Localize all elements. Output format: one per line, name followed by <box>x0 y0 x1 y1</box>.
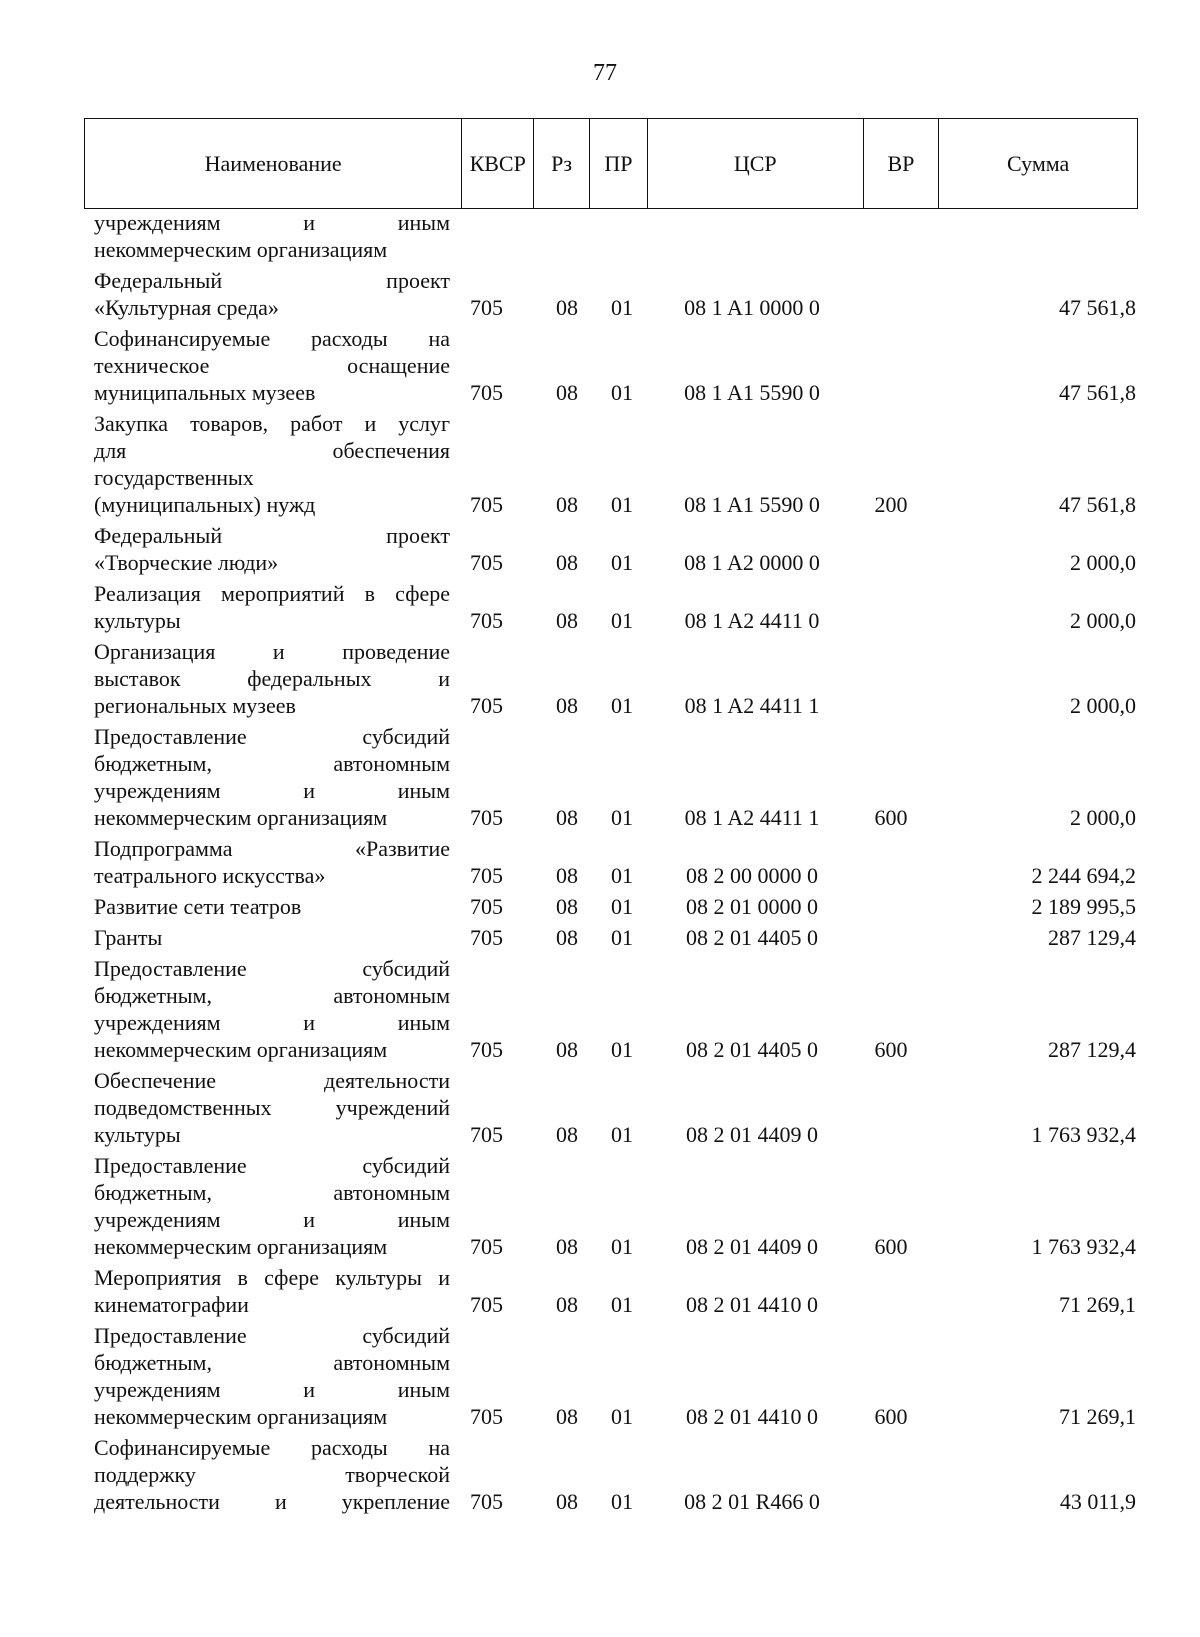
row-kvsr: 705 <box>470 492 503 517</box>
table-row <box>94 1152 1134 1260</box>
table-row <box>94 835 1134 889</box>
row-csr: 08 2 01 4405 0 <box>686 925 818 950</box>
row-sum: 2 189 995,5 <box>1031 894 1136 919</box>
row-kvsr: 705 <box>470 693 503 718</box>
row-name <box>94 1264 450 1318</box>
row-sum: 2 244 694,2 <box>1031 863 1136 888</box>
column-header-csr: ЦСР <box>648 119 864 208</box>
row-kvsr: 705 <box>470 1122 503 1147</box>
row-csr: 08 1 A2 4411 1 <box>684 805 820 830</box>
row-name <box>94 1322 450 1430</box>
column-header-rz: Рз <box>534 119 590 208</box>
row-name <box>94 638 450 719</box>
column-header-vr: ВР <box>864 119 940 208</box>
row-rz: 08 <box>556 894 578 919</box>
row-rz: 08 <box>556 492 578 517</box>
row-name-line: Предоставление субсидий <box>94 956 450 981</box>
row-sum: 1 763 932,4 <box>1031 1122 1136 1147</box>
row-name-line: учреждениям и иным <box>94 210 450 235</box>
row-csr: 08 2 01 4409 0 <box>686 1122 818 1147</box>
row-kvsr: 705 <box>470 380 503 405</box>
row-name-line: Предоставление субсидий <box>94 1323 450 1348</box>
row-name <box>94 325 450 406</box>
row-name-line: Софинансируемые расходы на <box>94 1435 450 1460</box>
row-name-line: некоммерческим организациям <box>94 237 388 262</box>
row-name-line: бюджетным, автономным <box>94 983 450 1008</box>
row-kvsr: 705 <box>470 1234 503 1259</box>
row-pr: 01 <box>611 693 633 718</box>
row-pr: 01 <box>611 863 633 888</box>
row-csr: 08 2 00 0000 0 <box>686 863 818 888</box>
row-vr: 600 <box>874 1037 908 1062</box>
row-rz: 08 <box>556 1037 578 1062</box>
row-sum: 287 129,4 <box>1048 1037 1136 1062</box>
row-kvsr: 705 <box>470 805 503 830</box>
row-name-line: Предоставление субсидий <box>94 724 450 749</box>
table-row <box>94 1067 1134 1148</box>
row-name-line: Мероприятия в сфере культуры и <box>94 1265 450 1290</box>
row-name-line: некоммерческим организациям <box>94 1037 388 1062</box>
row-pr: 01 <box>611 1122 633 1147</box>
row-name-line: некоммерческим организациям <box>94 1404 388 1429</box>
row-name-line: культуры <box>94 1122 181 1147</box>
row-csr: 08 1 A1 5590 0 <box>684 492 820 517</box>
table-row <box>94 209 1134 263</box>
table-row <box>94 1434 1134 1515</box>
row-name-line: Организация и проведение <box>94 639 450 664</box>
row-name-line: Реализация мероприятий в сфере <box>94 581 450 606</box>
table-row <box>94 924 1134 951</box>
table-row <box>94 325 1134 406</box>
row-pr: 01 <box>611 1404 633 1429</box>
row-sum: 2 000,0 <box>1070 608 1136 633</box>
row-rz: 08 <box>556 1292 578 1317</box>
row-name <box>94 267 450 321</box>
row-name <box>94 1434 450 1515</box>
row-name <box>94 835 450 889</box>
row-vr: 600 <box>874 1234 908 1259</box>
column-header-name: Наименование <box>85 119 462 208</box>
row-name <box>94 522 450 576</box>
row-csr: 08 2 01 4405 0 <box>686 1037 818 1062</box>
row-csr: 08 2 01 0000 0 <box>686 894 818 919</box>
row-rz: 08 <box>556 608 578 633</box>
table-row <box>94 1264 1134 1318</box>
column-header-kvsr: КВСР <box>462 119 534 208</box>
row-pr: 01 <box>611 1234 633 1259</box>
row-name-line: подведомственных учреждений <box>94 1095 450 1120</box>
row-name-line: Федеральный проект <box>94 523 450 548</box>
row-name-line: некоммерческим организациям <box>94 805 388 830</box>
table-row <box>94 893 1134 920</box>
row-sum: 47 561,8 <box>1059 380 1136 405</box>
row-name-line: муниципальных музеев <box>94 380 316 405</box>
row-csr: 08 1 A1 0000 0 <box>684 295 820 320</box>
row-name-line: бюджетным, автономным <box>94 1350 450 1375</box>
table-row <box>94 1322 1134 1430</box>
row-name-line: кинематографии <box>94 1292 249 1317</box>
row-name-line: Обеспечение деятельности <box>94 1068 450 1093</box>
row-name-line: театрального искусства» <box>94 863 326 888</box>
table-header <box>84 118 1138 209</box>
table-row <box>94 580 1134 634</box>
row-pr: 01 <box>611 380 633 405</box>
row-name <box>94 580 450 634</box>
row-rz: 08 <box>556 550 578 575</box>
row-name-line: учреждениям и иным <box>94 1010 450 1035</box>
row-name-line: учреждениям и иным <box>94 1377 450 1402</box>
row-rz: 08 <box>556 925 578 950</box>
row-csr: 08 1 A2 0000 0 <box>684 550 820 575</box>
row-csr: 08 2 01 4410 0 <box>686 1292 818 1317</box>
row-name-line: (муниципальных) нужд <box>94 492 316 517</box>
row-sum: 2 000,0 <box>1070 550 1136 575</box>
row-pr: 01 <box>611 1292 633 1317</box>
table-body <box>94 209 1134 1519</box>
row-vr: 600 <box>874 1404 908 1429</box>
column-header-pr: ПР <box>590 119 648 208</box>
table-row <box>94 723 1134 831</box>
row-name-line: выставок федеральных и <box>94 666 450 691</box>
row-name-line: «Культурная среда» <box>94 295 279 320</box>
row-csr: 08 1 A2 4411 1 <box>684 693 820 718</box>
row-vr: 200 <box>874 492 908 517</box>
table-row <box>94 267 1134 321</box>
row-name <box>94 1152 450 1260</box>
table-row <box>94 522 1134 576</box>
row-pr: 01 <box>611 1489 633 1514</box>
row-rz: 08 <box>556 380 578 405</box>
row-rz: 08 <box>556 295 578 320</box>
row-pr: 01 <box>611 1037 633 1062</box>
row-sum: 2 000,0 <box>1070 693 1136 718</box>
row-name-line: государственных <box>94 465 254 490</box>
row-sum: 71 269,1 <box>1059 1292 1136 1317</box>
row-name <box>94 924 450 951</box>
row-kvsr: 705 <box>470 608 503 633</box>
row-name-line: Закупка товаров, работ и услуг <box>94 411 450 436</box>
row-name-line: Федеральный проект <box>94 268 450 293</box>
row-name-line: техническое оснащение <box>94 353 450 378</box>
table-row <box>94 955 1134 1063</box>
row-kvsr: 705 <box>470 1489 503 1514</box>
row-name-line: Подпрограмма «Развитие <box>94 836 450 861</box>
row-name-line: деятельности и укрепление <box>94 1489 450 1514</box>
row-vr: 600 <box>874 805 908 830</box>
row-pr: 01 <box>611 608 633 633</box>
row-sum: 71 269,1 <box>1059 1404 1136 1429</box>
row-csr: 08 1 A2 4411 0 <box>684 608 820 633</box>
row-kvsr: 705 <box>470 1292 503 1317</box>
row-kvsr: 705 <box>470 1037 503 1062</box>
row-name <box>94 955 450 1063</box>
row-rz: 08 <box>556 1122 578 1147</box>
row-name-line: учреждениям и иным <box>94 1207 450 1232</box>
row-sum: 47 561,8 <box>1059 492 1136 517</box>
row-name-line: Развитие сети театров <box>94 894 302 919</box>
row-sum: 287 129,4 <box>1048 925 1136 950</box>
row-name-line: некоммерческим организациям <box>94 1234 388 1259</box>
row-csr: 08 2 01 4409 0 <box>686 1234 818 1259</box>
row-name-line: учреждениям и иным <box>94 778 450 803</box>
row-rz: 08 <box>556 805 578 830</box>
row-sum: 43 011,9 <box>1059 1489 1136 1514</box>
row-name <box>94 893 450 920</box>
row-rz: 08 <box>556 1489 578 1514</box>
row-pr: 01 <box>611 894 633 919</box>
row-kvsr: 705 <box>470 550 503 575</box>
row-pr: 01 <box>611 492 633 517</box>
row-pr: 01 <box>611 805 633 830</box>
row-kvsr: 705 <box>470 894 503 919</box>
row-name <box>94 209 450 263</box>
row-kvsr: 705 <box>470 1404 503 1429</box>
row-name-line: бюджетным, автономным <box>94 751 450 776</box>
row-name <box>94 723 450 831</box>
table-row <box>94 410 1134 518</box>
row-kvsr: 705 <box>470 925 503 950</box>
page-number: 77 <box>593 60 617 86</box>
row-kvsr: 705 <box>470 295 503 320</box>
row-rz: 08 <box>556 863 578 888</box>
row-name-line: бюджетным, автономным <box>94 1180 450 1205</box>
row-csr: 08 2 01 R466 0 <box>684 1489 820 1514</box>
row-name-line: «Творческие люди» <box>94 550 279 575</box>
row-name <box>94 1067 450 1148</box>
row-pr: 01 <box>611 550 633 575</box>
row-name-line: поддержку творческой <box>94 1462 450 1487</box>
row-name-line: Софинансируемые расходы на <box>94 326 450 351</box>
row-name-line: региональных музеев <box>94 693 296 718</box>
row-sum: 47 561,8 <box>1059 295 1136 320</box>
column-header-sum: Сумма <box>1007 150 1070 176</box>
row-kvsr: 705 <box>470 863 503 888</box>
row-name-line: культуры <box>94 608 181 633</box>
row-sum: 1 763 932,4 <box>1031 1234 1136 1259</box>
row-name-line: Предоставление субсидий <box>94 1153 450 1178</box>
row-pr: 01 <box>611 925 633 950</box>
row-csr: 08 2 01 4410 0 <box>686 1404 818 1429</box>
row-name <box>94 410 450 518</box>
row-csr: 08 1 A1 5590 0 <box>684 380 820 405</box>
row-pr: 01 <box>611 295 633 320</box>
row-sum: 2 000,0 <box>1070 805 1136 830</box>
row-rz: 08 <box>556 1234 578 1259</box>
table-row <box>94 638 1134 719</box>
row-rz: 08 <box>556 693 578 718</box>
row-name-line: для обеспечения <box>94 438 450 463</box>
row-rz: 08 <box>556 1404 578 1429</box>
row-name-line: Гранты <box>94 925 163 950</box>
